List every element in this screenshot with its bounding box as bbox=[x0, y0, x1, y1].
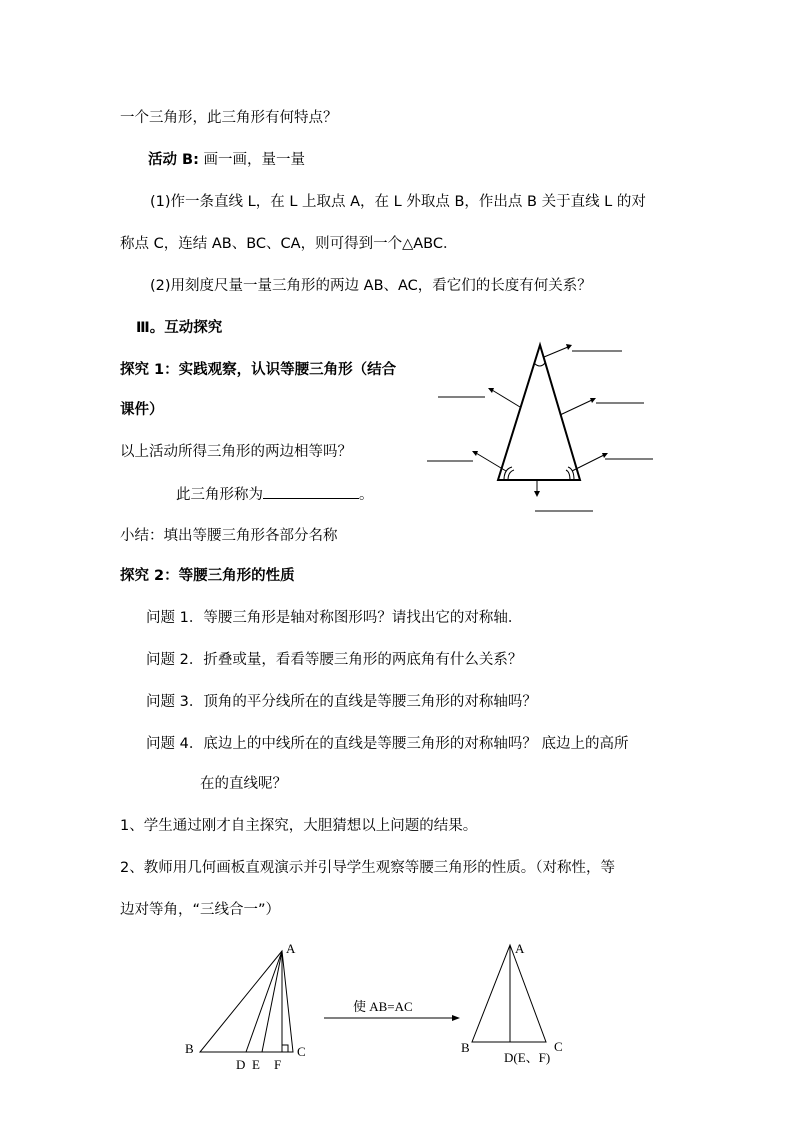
section-3-heading: Ⅲ。互动探究 bbox=[136, 320, 223, 336]
explore-2-heading: 探究 2：等腰三角形的性质 bbox=[120, 568, 295, 584]
label-B: B bbox=[185, 1041, 194, 1056]
arrow-right-side bbox=[560, 400, 592, 415]
label-F: F bbox=[274, 1057, 282, 1072]
arrow-apex bbox=[544, 347, 568, 357]
activity-b-text: 画一画，量一量 bbox=[198, 152, 306, 168]
answer-blank[interactable] bbox=[263, 484, 359, 499]
label-DEF: D(E、F) bbox=[504, 1050, 551, 1065]
bisector-line-AE bbox=[262, 951, 282, 1052]
step-2-line: (2)用刻度尺量一量三角形的两边 AB、AC，看它们的长度有何关系？ bbox=[150, 278, 592, 294]
label-C: C bbox=[297, 1044, 306, 1059]
explore-1-heading-b: 课件） bbox=[120, 402, 164, 418]
apex-angle-arc bbox=[534, 363, 545, 366]
label-E: E bbox=[252, 1057, 260, 1072]
activity-b-title: 活动 B: bbox=[148, 152, 199, 168]
triangle-name-suffix: 。 bbox=[359, 487, 374, 503]
triangle-name-prefix: 此三角形称为 bbox=[176, 487, 263, 503]
step-1-line-b: 称点 C，连结 AB、BC、CA，则可得到一个△ABC． bbox=[120, 236, 458, 252]
triangle-name-line bbox=[176, 484, 374, 505]
arrow-left-angle bbox=[476, 453, 506, 471]
problem-4-b: 在的直线呢？ bbox=[200, 776, 287, 792]
label-B2: B bbox=[461, 1040, 470, 1055]
label-D: D bbox=[236, 1057, 246, 1072]
label-A2: A bbox=[515, 941, 525, 956]
problem-1: 问题 1．等腰三角形是轴对称图形吗？请找出它的对称轴． bbox=[146, 610, 523, 626]
isosceles-triangle-figure bbox=[420, 335, 670, 525]
summary-line: 小结：填出等腰三角形各部分名称 bbox=[120, 528, 338, 544]
transformation-figure bbox=[170, 935, 590, 1075]
label-C2: C bbox=[554, 1039, 563, 1054]
step-1-line-a: (1)作一条直线 L，在 L 上取点 A，在 L 外取点 B，作出点 B 关于直线 L 的对 bbox=[150, 194, 646, 210]
question-equal-sides: 以上活动所得三角形的两边相等吗？ bbox=[120, 444, 352, 460]
right-angle-mark bbox=[282, 1045, 288, 1052]
explore-1-heading-a: 探究 1：实践观察，认识等腰三角形（结合 bbox=[120, 362, 397, 378]
problem-4-a: 问题 4．底边上的中线所在的直线是等腰三角形的对称轴吗？ 底边上的高所 bbox=[146, 736, 629, 752]
activity-b-line bbox=[148, 150, 305, 170]
problem-3: 问题 3．顶角的平分线所在的直线是等腰三角形的对称轴吗？ bbox=[146, 694, 537, 710]
note-2-a: 2、教师用几何画板直观演示并引导学生观察等腰三角形的性质。（对称性，等 bbox=[120, 860, 615, 876]
arrow-right-angle bbox=[572, 455, 604, 471]
problem-2: 问题 2．折叠或量，看看等腰三角形的两底角有什么关系？ bbox=[146, 652, 523, 668]
isosceles-result-triangle bbox=[472, 945, 546, 1042]
arrow-left-side bbox=[492, 390, 520, 407]
arrow-label: 使 AB=AC bbox=[353, 999, 413, 1014]
note-2-b: 边对等角，“三线合一”） bbox=[120, 902, 281, 918]
right-base-angle-mark bbox=[566, 467, 574, 480]
line-triangle-question: 一个三角形，此三角形有何特点？ bbox=[120, 110, 338, 126]
left-base-angle-mark bbox=[504, 467, 514, 480]
note-1: 1、学生通过刚才自主探究，大胆猜想以上问题的结果。 bbox=[120, 818, 478, 834]
label-A: A bbox=[286, 941, 296, 956]
median-line-AD bbox=[246, 951, 282, 1052]
triangle-shape bbox=[498, 345, 580, 480]
